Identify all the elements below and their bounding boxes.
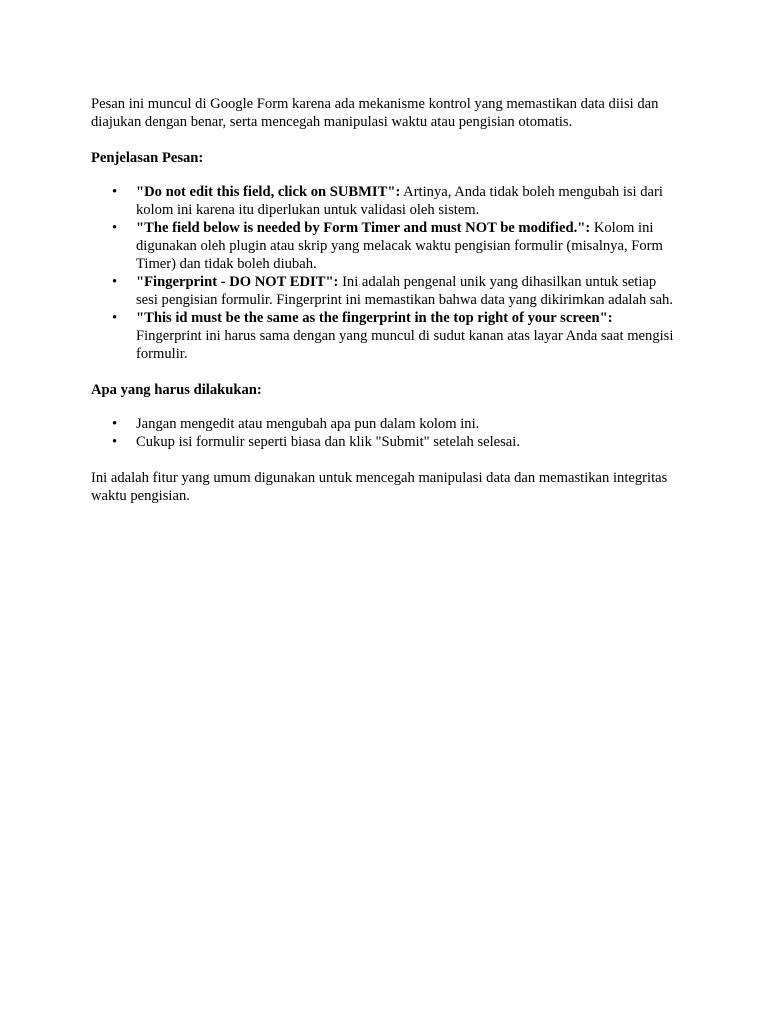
list-item-term: "This id must be the same as the fingerprint in the top right of your screen":	[136, 310, 613, 326]
actions-list	[91, 415, 680, 451]
intro-paragraph: Pesan ini muncul di Google Form karena ada mekanisme kontrol yang memastikan data diisi dan diajukan dengan benar, serta mencegah manipulasi waktu atau pengisian otomatis.	[91, 96, 659, 130]
list-item-description: Kolom ini digunakan oleh plugin atau skrip yang melacak waktu pengisian formulir (misalnya, Form Timer) dan tidak boleh diubah.	[136, 220, 663, 272]
list-item	[136, 183, 680, 219]
list-item-description: Artinya, Anda tidak boleh mengubah isi dari kolom ini karena itu diperlukan untuk validasi oleh sistem.	[136, 184, 663, 218]
list-item-term: "Fingerprint - DO NOT EDIT":	[136, 274, 339, 290]
list-item: • Jangan mengedit atau mengubah apa pun dalam kolom ini.	[136, 415, 680, 433]
closing-paragraph: Ini adalah fitur yang umum digunakan untuk mencegah manipulasi data dan memastikan integritas waktu pengisian.	[91, 470, 668, 504]
list-item	[136, 309, 680, 363]
list-item-term: "The field below is needed by Form Timer and must NOT be modified.":	[136, 220, 591, 236]
list-item-term: "Do not edit this field, click on SUBMIT":	[136, 184, 401, 200]
explanation-heading: Penjelasan Pesan:	[91, 150, 204, 166]
list-item-description: Ini adalah pengenal unik yang dihasilkan untuk setiap sesi pengisian formulir. Fingerprint ini memastikan bahwa data yang dikirimkan adalah sah.	[136, 274, 674, 308]
list-item: • Cukup isi formulir seperti biasa dan klik "Submit" setelah selesai.	[136, 433, 680, 451]
list-item-description: Fingerprint ini harus sama dengan yang muncul di sudut kanan atas layar Anda saat mengisi formulir.	[136, 328, 674, 362]
actions-heading: Apa yang harus dilakukan:	[91, 382, 262, 398]
explanation-list	[91, 183, 680, 363]
list-item	[136, 219, 680, 273]
list-item	[136, 273, 680, 309]
